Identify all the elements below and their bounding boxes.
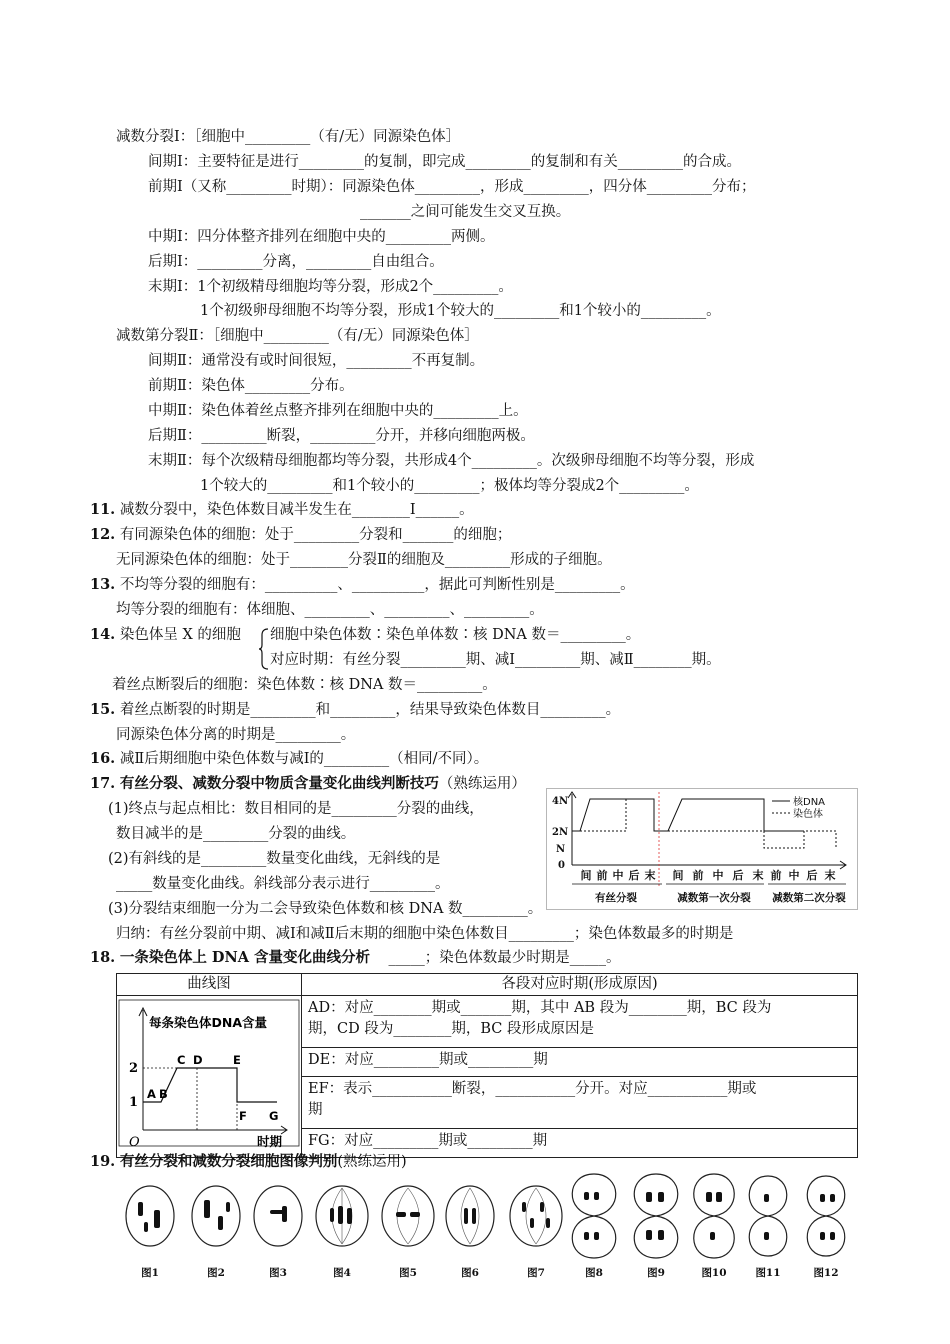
q13-text2: 均等分裂的细胞有：体细胞、_________、_________、_________。	[116, 602, 544, 618]
fig-label-3: 图3	[269, 1267, 287, 1279]
fig-label-6: 图6	[461, 1267, 479, 1279]
q18-table	[116, 973, 858, 1158]
meiosis2-anaphase: 后期Ⅱ：_________断裂，_________分开，并移向细胞两极。	[148, 428, 535, 444]
chart18-xlabel: 时期	[257, 1134, 283, 1149]
fig-label-2: 图2	[207, 1267, 225, 1279]
q17-title-tail: （熟练运用）	[438, 776, 526, 792]
x-label: 中	[788, 869, 800, 882]
meiosis2-metaphase: 中期Ⅱ：染色体着丝点整齐排列在细胞中央的_________上。	[148, 403, 528, 419]
q17-chart	[546, 788, 858, 910]
point-a: A	[147, 1087, 156, 1101]
x-label: 前	[596, 869, 608, 882]
q17-line4: _____数量变化曲线。斜线部分表示进行_________。	[116, 876, 450, 892]
x-label: 间	[672, 869, 684, 882]
meiosis2-telophase: 末期Ⅱ：每个次级精母细胞都均等分裂，共形成4个_________。次级卵母细胞不均等分裂，形成	[148, 453, 755, 469]
point-d: D	[193, 1053, 203, 1067]
fig-label-10: 图10	[701, 1267, 727, 1279]
question-11	[90, 500, 474, 520]
point-e: E	[233, 1053, 241, 1067]
q13-number: 13.	[90, 576, 116, 593]
meiosis1-interphase: 间期Ⅰ：主要特征是进行_________的复制，即完成_________的复制和有关_________的合成。	[148, 154, 741, 170]
q17-line3: (2)有斜线的是_________数量变化曲线，无斜线的是	[108, 851, 441, 867]
q14-text2: 对应时期：有丝分裂_________期、减Ⅰ_________期、减Ⅱ________期。	[270, 652, 721, 668]
q16-text: 减Ⅱ后期细胞中染色体数与减Ⅰ的_________（相同/不同）。	[119, 751, 489, 767]
row-ef	[302, 1076, 858, 1128]
row-ad-line2: 期，CD 段为________期，BC 段形成原因是	[308, 1021, 594, 1037]
question-16	[90, 749, 488, 769]
q16-number: 16.	[90, 750, 116, 767]
x-label: 中	[712, 869, 724, 882]
x-label: 后	[806, 869, 818, 882]
curve-cell	[117, 996, 302, 1158]
fig-label-1: 图1	[141, 1267, 159, 1279]
group-mitosis: 有丝分裂	[595, 892, 637, 904]
q17-number: 17.	[90, 775, 116, 792]
meiosis1-title: 减数分裂Ⅰ：［细胞中_________（有/无）同源染色体］	[116, 129, 461, 145]
point-f: F	[239, 1109, 247, 1123]
q19-title: 有丝分裂和减数分裂细胞图像判别	[119, 1153, 338, 1170]
y-label-n: N	[556, 844, 566, 855]
fig-label-5: 图5	[399, 1267, 417, 1279]
group-meiosis2: 减数第二次分裂	[772, 892, 846, 904]
row-fg: FG：对应_________期或_________期	[302, 1129, 858, 1158]
row-de: DE：对应_________期或_________期	[302, 1048, 858, 1077]
fig-label-4: 图4	[333, 1267, 351, 1279]
meiosis1-prophase-cont: _______之间可能发生交叉互换。	[360, 204, 571, 220]
row-ef-line2: 期	[308, 1101, 323, 1118]
question-17	[90, 774, 526, 794]
q18-title: 一条染色体上 DNA 含量变化曲线分析	[119, 949, 371, 966]
q17-line1: (1)终点与起点相比：数目相同的是_________分裂的曲线，	[108, 801, 484, 817]
x-label: 末	[752, 869, 764, 882]
x-label: 中	[612, 869, 624, 882]
y-label-4n: 4N	[552, 796, 569, 807]
x-label: 末	[644, 869, 656, 882]
q17-line2: 数目减半的是_________分裂的曲线。	[116, 826, 356, 842]
fig-label-7: 图7	[527, 1267, 545, 1279]
q17-line5: (3)分裂结束细胞一分为二会导致染色体数和核 DNA 数_________。	[108, 901, 543, 917]
row-ad-line1: AD：对应________期或_______期，其中 AB 段为________期，BC 段为	[308, 1000, 772, 1016]
q15-text2: 同源染色体分离的时期是_________。	[116, 727, 356, 743]
fig-label-11: 图11	[755, 1267, 781, 1279]
q19-number: 19.	[90, 1153, 116, 1170]
question-13	[90, 575, 635, 595]
brace-icon	[258, 627, 270, 671]
q14-number: 14.	[90, 626, 116, 643]
meiosis1-telophase-cont: 1个初级卵母细胞不均等分裂，形成1个较大的_________和1个较小的_________。	[200, 303, 721, 319]
meiosis2-prophase: 前期Ⅱ：染色体_________分布。	[148, 378, 354, 394]
fig-label-12: 图12	[813, 1267, 839, 1279]
row-ad	[302, 996, 858, 1048]
q12-number: 12.	[90, 526, 116, 543]
meiosis1-anaphase: 后期Ⅰ：_________分离，_________自由组合。	[148, 254, 444, 270]
q14-text: 细胞中染色体数∶染色单体数∶核 DNA 数＝_________。	[270, 627, 641, 643]
meiosis2-telophase-cont: 1个较大的_________和1个较小的_________；极体均等分裂成2个_________。	[200, 478, 699, 494]
q11-text: 减数分裂中，染色体数目减半发生在________Ⅰ______。	[119, 502, 474, 518]
q12-text2: 无同源染色体的细胞：处于________分裂Ⅱ的细胞及_________形成的子细胞。	[116, 552, 612, 568]
q18-pre: _____；染色体数最少时期是_____。	[388, 950, 621, 966]
q12-text: 有同源染色体的细胞：处于_________分裂和_______的细胞；	[119, 527, 512, 543]
fig-label-9: 图9	[647, 1267, 665, 1279]
meiosis1-telophase: 末期Ⅰ：1个初级精母细胞均等分裂，形成2个_________。	[148, 279, 513, 295]
q19-tail: (熟练运用)	[337, 1154, 407, 1170]
q15-text: 着丝点断裂的时期是_________和_________，结果导致染色体数目_________。	[119, 702, 621, 718]
q17-title: 有丝分裂、减数分裂中物质含量变化曲线判断技巧	[119, 775, 439, 792]
y-tick-1: 1	[129, 1095, 139, 1110]
q13-text: 不均等分裂的细胞有：__________、__________，据此可判断性别是_________。	[119, 577, 635, 593]
y-label-2n: 2N	[552, 827, 569, 838]
x-label: 末	[824, 869, 836, 882]
q11-number: 11.	[90, 501, 116, 518]
q19-cell-figures	[118, 1172, 852, 1284]
legend-dna: 核DNA	[793, 797, 826, 808]
q15-number: 15.	[90, 701, 116, 718]
x-label: 后	[628, 869, 640, 882]
row-ef-line1: EF：表示___________断裂，___________分开。对应___________期或	[308, 1080, 757, 1097]
y-tick-2: 2	[129, 1061, 139, 1076]
chart18-ylabel: 每条染色体DNA含量	[149, 1015, 268, 1030]
point-b: B	[159, 1087, 168, 1101]
y-label-0: 0	[558, 860, 565, 871]
x-label: 前	[770, 869, 782, 882]
head-curve: 曲线图	[117, 974, 302, 996]
fig-label-8: 图8	[585, 1267, 603, 1279]
question-19	[90, 1152, 407, 1172]
x-label: 后	[732, 869, 744, 882]
legend-chromosome: 染色体	[793, 809, 823, 820]
meiosis2-interphase: 间期Ⅱ：通常没有或时间很短，_________不再复制。	[148, 353, 485, 369]
head-period: 各段对应时期(形成原因)	[302, 974, 858, 996]
question-15	[90, 700, 620, 720]
x-label: 前	[692, 869, 704, 882]
q18-number: 18.	[90, 949, 116, 966]
meiosis1-prophase: 前期Ⅰ（又称_________时期）：同源染色体_________，形成_________，四分体_________分布；	[148, 179, 756, 195]
question-18	[90, 948, 620, 968]
q14-text3: 着丝点断裂后的细胞：染色体数∶核 DNA 数＝_________。	[112, 677, 497, 693]
q17-line6: 归纳：有丝分裂前中期、减Ⅰ和减Ⅱ后末期的细胞中染色体数目_________；染色体数最多的时期是	[116, 926, 734, 942]
question-12	[90, 525, 511, 545]
question-14	[90, 625, 241, 645]
point-g: G	[269, 1109, 279, 1123]
meiosis2-title: 减数第分裂Ⅱ：［细胞中_________（有/无）同源染色体］	[116, 328, 479, 344]
chart18-origin: O	[129, 1135, 140, 1150]
group-meiosis1: 减数第一次分裂	[677, 892, 751, 904]
point-c: C	[177, 1053, 186, 1067]
x-label: 间	[580, 869, 592, 882]
q14-lead: 染色体呈 X 的细胞	[119, 627, 241, 643]
q18-chart	[117, 996, 301, 1150]
meiosis1-metaphase: 中期Ⅰ：四分体整齐排列在细胞中央的_________两侧。	[148, 229, 495, 245]
